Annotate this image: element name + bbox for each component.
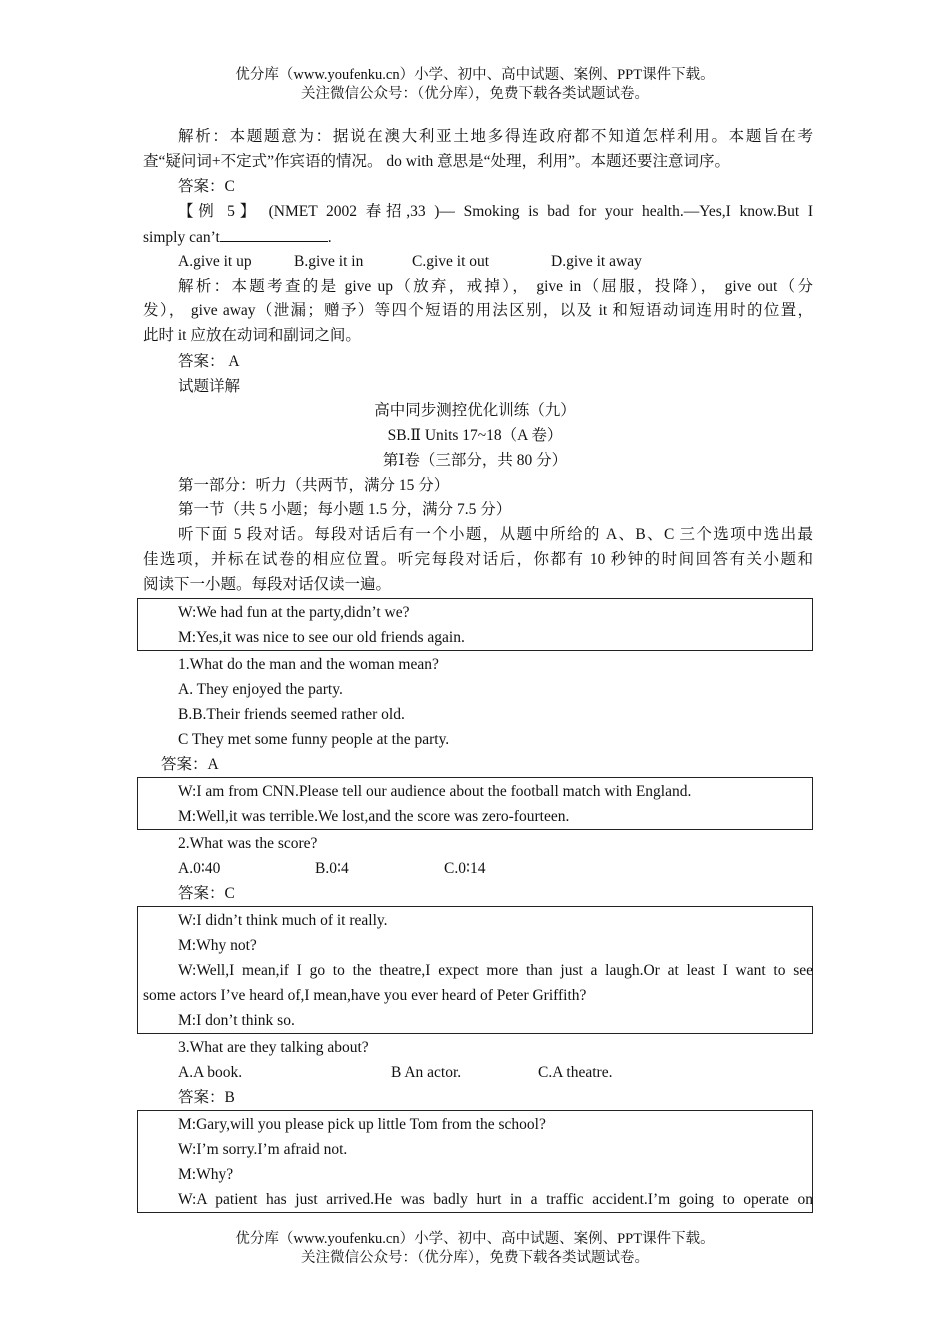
example5-text: simply can’t	[143, 229, 220, 246]
detail-heading: 试题详解	[178, 378, 241, 395]
q3-option-a: A.A book.	[178, 1064, 243, 1081]
q1-option-b: B.B.Their friends seemed rather old.	[178, 706, 405, 723]
example5-option-c: C.give it out	[412, 253, 490, 270]
dialog-line: some actors I’ve heard of,I mean,have you ever heard of Peter Griffith?	[143, 987, 587, 1004]
q1-answer: 答案：A	[161, 756, 219, 773]
dialog-line: M:I don’t think so.	[178, 1012, 295, 1029]
answer-line: 答案：C	[178, 178, 235, 195]
exam-subtitle: SB.Ⅱ Units 17~18（A 卷）	[387, 427, 563, 444]
example5-question-cont	[143, 226, 813, 249]
q1-option-c: C They met some funny people at the party.	[178, 731, 450, 748]
analysis-line: 发）， give away（泄漏；赠予）等四个短语的用法区别，以及 it 和短语动词连用时的位置，	[143, 302, 813, 319]
dialog-line: W:Well,I mean,if I go to the theatre,I expect more than just a laugh.Or at least I want to see	[178, 962, 813, 979]
instruction-line: 听下面 5 段对话。每段对话后有一个小题，从题中所给的 A、B、C 三个选项中选出最	[178, 526, 813, 543]
q2-answer: 答案：C	[178, 885, 235, 902]
section-heading: 第一节（共 5 小题；每小题 1.5 分，满分 7.5 分）	[178, 501, 512, 518]
example5-period: .	[327, 229, 332, 246]
dialog-line: M:Gary,will you please pick up little Tom from the school?	[178, 1116, 546, 1133]
answer-line: 答案： A	[178, 353, 240, 370]
exam-title: 高中同步测控优化训练（九）	[374, 402, 576, 419]
q3-option-c: C.A theatre.	[538, 1064, 613, 1081]
answer-blank	[220, 226, 328, 242]
example5-option-d: D.give it away	[551, 253, 642, 270]
example5-option-b: B.give it in	[294, 253, 364, 270]
instruction-line: 佳选项，并标在试卷的相应位置。听完每段对话后，你都有 10 秒钟的时间回答有关小题和	[143, 551, 813, 568]
dialog-line: W:We had fun at the party,didn’t we?	[178, 604, 410, 621]
analysis-line: 解析：本题考查的是 give up（放弃，戒掉）， give in（屈服，投降）， give out（分	[178, 278, 813, 295]
dialog-line: M:Why not?	[178, 937, 257, 954]
q2-option-b: B.0∶4	[315, 860, 349, 877]
dialog-line: M:Yes,it was nice to see our old friends again.	[178, 629, 465, 646]
analysis-line: 此时 it 应放在动词和副词之间。	[143, 327, 361, 344]
footer-wechat-line: 关注微信公众号：（优分库），免费下载各类试题试卷。	[301, 1250, 649, 1266]
header-wechat-line: 关注微信公众号：（优分库），免费下载各类试题试卷。	[301, 86, 649, 102]
analysis-line: 解析：本题题意为：据说在澳大利亚土地多得连政府都不知道怎样利用。本题旨在考	[178, 128, 813, 145]
question-1: 1.What do the man and the woman mean?	[178, 656, 439, 673]
dialog-line: M:Well,it was terrible.We lost,and the score was zero-fourteen.	[178, 808, 570, 825]
q2-option-c: C.0∶14	[444, 860, 486, 877]
dialog-line: W:I am from CNN.Please tell our audience about the football match with England.	[178, 783, 692, 800]
example5-question: 【例 5】 (NMET 2002 春招,33 )— Smoking is bad for your health.—Yes,I know.But I	[178, 203, 813, 220]
q1-option-a: A. They enjoyed the party.	[178, 681, 343, 698]
dialog-line: M:Why?	[178, 1166, 234, 1183]
part-heading: 第一部分：听力（共两节，满分 15 分）	[178, 477, 450, 494]
q3-option-b: B An actor.	[391, 1064, 462, 1081]
header-site-line: 优分库（www.youfenku.cn）小学、初中、高中试题、案例、PPT课件下载。	[235, 67, 715, 83]
instruction-line: 阅读下一小题。每段对话仅读一遍。	[143, 576, 392, 593]
dialog-line: W:A patient has just arrived.He was badly hurt in a traffic accident.I’m going to operate on	[178, 1191, 813, 1208]
dialog-line: W:I didn’t think much of it really.	[178, 912, 388, 929]
analysis-line: 查“疑问词+不定式”作宾语的情况。 do with 意思是“处理，利用”。本题还要注意词序。	[143, 153, 730, 170]
question-2: 2.What was the score?	[178, 835, 318, 852]
exam-volume: 第Ⅰ卷（三部分，共 80 分）	[382, 452, 568, 469]
footer-site-line: 优分库（www.youfenku.cn）小学、初中、高中试题、案例、PPT课件下载。	[235, 1231, 715, 1247]
question-3: 3.What are they talking about?	[178, 1039, 369, 1056]
q2-option-a: A.0∶40	[178, 860, 221, 877]
dialog-line: W:I’m sorry.I’m afraid not.	[178, 1141, 348, 1158]
q3-answer: 答案：B	[178, 1089, 235, 1106]
example5-option-a: A.give it up	[178, 253, 252, 270]
